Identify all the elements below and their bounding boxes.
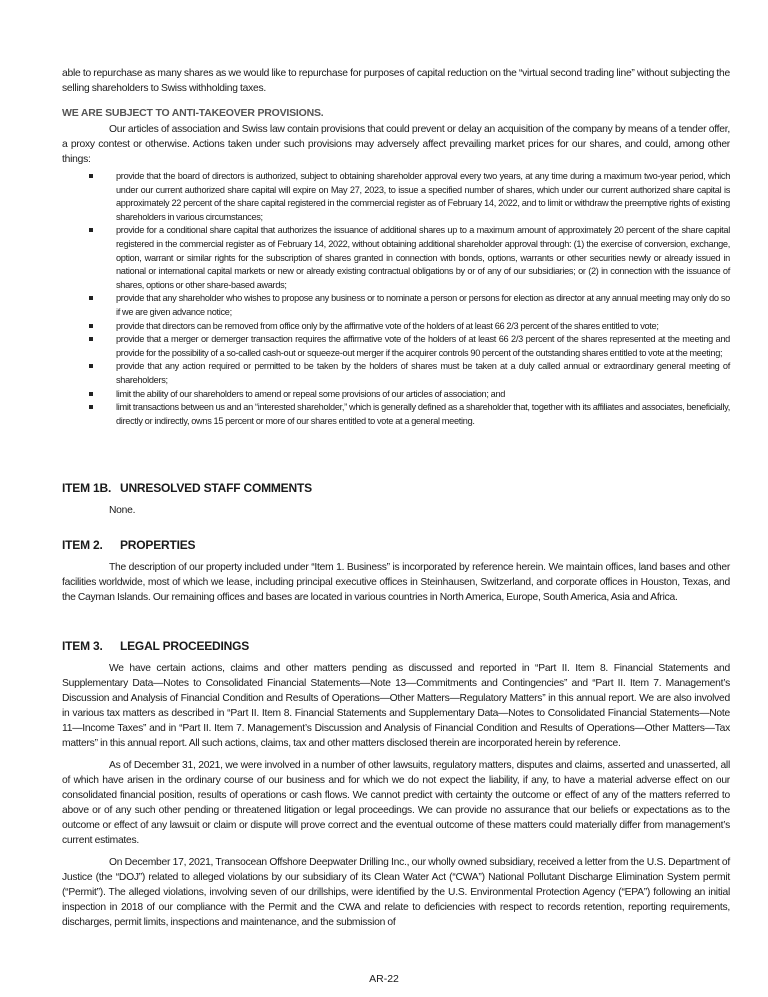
bullet-icon — [89, 174, 93, 178]
bullet-icon — [89, 364, 93, 368]
item-3-paragraph: As of December 31, 2021, we were involved in a number of other lawsuits, regulatory matters, disputes and claims, asserted and unasserted, all of which have arisen in the ordinary course of our business and for which we do not expect the liability, if any, to have a material adverse effect on our consolidated financial position, results of operations or cash flows. We cannot predict with certainty the outcome or effect of any of the matters referred to above or of any such other pending or threatened litigation or legal proceedings. We can provide no assurance that our beliefs or expectations as to the outcome or effect of any lawsuit or claim or dispute will prove correct and the eventual outcome of these matters could materially differ from management’s current estimates. — [62, 760, 730, 846]
item-2-section — [62, 538, 730, 605]
item-3-paragraph: We have certain actions, claims and other matters pending as discussed and reported in “Part II. Item 8. Financial Statements and Supplementary Data—Notes to Consolidated Financial Statements—Note 13—Commitments and Contingencies” and “Part II. Item 7. Management’s Discussion and Analysis of Financial Condition and Results of Operations—Other Matters—Regulatory Matters” in this annual report. We are also involved in various tax matters as described in “Part II. Item 8. Financial Statements and Supplementary Data—Notes to Consolidated Financial Statements—Note 11—Income Taxes” and in “Part II. Item 7. Management’s Discussion and Analysis of Financial Condition and Results of Operations—Other Matters—Tax matters” in this annual report. All such actions, claims, tax and other matters disclosed therein are incorporated herein by reference. — [62, 663, 730, 749]
item-3-heading: ITEM 3. LEGAL PROCEEDINGS — [62, 639, 250, 653]
anti-takeover-paragraph: Our articles of association and Swiss law contain provisions that could prevent or delay an acquisition of the company by means of a tender offer, a proxy contest or otherwise. Actions taken under such provisions may adversely affect prevailing market prices for our shares, and could, among other things: — [62, 124, 730, 165]
item-1b-text: None. — [109, 505, 136, 516]
list-item: provide that directors can be removed from office only by the affirmative vote of the holders of at least 66 2/3 percent of the shares entitled to vote; — [89, 320, 730, 334]
bullet-icon — [89, 392, 93, 396]
list-item: provide that the board of directors is authorized, subject to obtaining shareholder approval every two years, at any time during a maximum two-year period, which under our current authorized share capital will expire on May 27, 2023, to issue a specified number of shares, which under our current authorized share capital is approximately 22 percent of the share capital registered in the commercial register as of February 14, 2022, and to limit or withdraw the preemptive rights of existing shareholders in various circumstances; — [89, 170, 730, 224]
intro-continuation: able to repurchase as many shares as we would like to repurchase for purposes of capital reduction on the “virtual second trading line” without subjecting the selling shareholders to Swiss withholding taxes. — [62, 68, 730, 94]
item-3-section — [62, 639, 730, 930]
item-2-heading: ITEM 2. PROPERTIES — [62, 538, 196, 552]
list-item: provide that any action required or permitted to be taken by the holders of shares must be taken at a duly called annual or extraordinary general meeting of shareholders; — [89, 360, 730, 387]
list-item: limit the ability of our shareholders to amend or repeal some provisions of our articles of association; and — [89, 388, 730, 402]
bullet-icon — [89, 337, 93, 341]
page-number: AR-22 — [369, 973, 399, 985]
bullet-icon — [89, 296, 93, 300]
anti-takeover-section — [62, 107, 730, 428]
bullet-icon — [89, 324, 93, 328]
section-subheading: WE ARE SUBJECT TO ANTI-TAKEOVER PROVISIONS. — [62, 107, 324, 119]
provisions-list — [62, 170, 730, 428]
item-1b-section — [62, 481, 730, 518]
list-item: provide that any shareholder who wishes to propose any business or to nominate a person or persons for election as director at any annual meeting may only do so if we are given advance notice; — [89, 292, 730, 319]
list-item: provide for a conditional share capital that authorizes the issuance of additional shares up to a maximum amount of approximately 20 percent of the share capital registered in the commercial register as of February 14, 2022, without obtaining additional shareholder approval through: (1) the exercise of conversion, exchange, option, warrant or similar rights for the subscription of shares granted in connection with bonds, options, warrants or other securities newly or already issued in national or international capital markets or new or already existing contractual obligations by or of any of our subsidiaries; or (2) in connection with the issuance of shares, options or other share-based awards; — [89, 224, 730, 292]
item-2-text: The description of our property included under “Item 1. Business” is incorporated by reference herein. We maintain offices, land bases and other facilities worldwide, most of which we lease, including principal executive offices in Steinhausen, Switzerland, and corporate offices in Houston, Texas, and the Cayman Islands. Our remaining offices and bases are located in various countries in North America, Europe, South America, Asia and Africa. — [62, 562, 730, 603]
bullet-icon — [89, 228, 93, 232]
item-1b-heading: ITEM 1B. UNRESOLVED STAFF COMMENTS — [62, 481, 312, 495]
item-3-paragraph: On December 17, 2021, Transocean Offshore Deepwater Drilling Inc., our wholly owned subsidiary, received a letter from the U.S. Department of Justice (the “DOJ”) related to alleged violations by our subsidiary of its Clean Water Act (“CWA”) National Pollutant Discharge Elimination System permit (“Permit”). The alleged violations, involving seven of our drillships, were identified by the U.S. Environmental Protection Agency (“EPA”) following an initial inspection in 2018 of our compliance with the Permit and the CWA and relate to deficiencies with respect to records retention, reporting requirements, discharges, permit limits, inspections and maintenance, and the submission of — [62, 857, 730, 928]
list-item: provide that a merger or demerger transaction requires the affirmative vote of the holders of at least 66 2/3 percent of the shares represented at the meeting and provide for the possibility of a so-called cash-out or squeeze-out merger if the acquirer controls 90 percent of the outstanding shares entitled to vote at the meeting; — [89, 333, 730, 360]
bullet-icon — [89, 405, 93, 409]
list-item: limit transactions between us and an “interested shareholder,” which is generally defined as a shareholder that, together with its affiliates and associates, beneficially, directly or indirectly, owns 15 percent or more of our shares entitled to vote at a general meeting. — [89, 401, 730, 428]
